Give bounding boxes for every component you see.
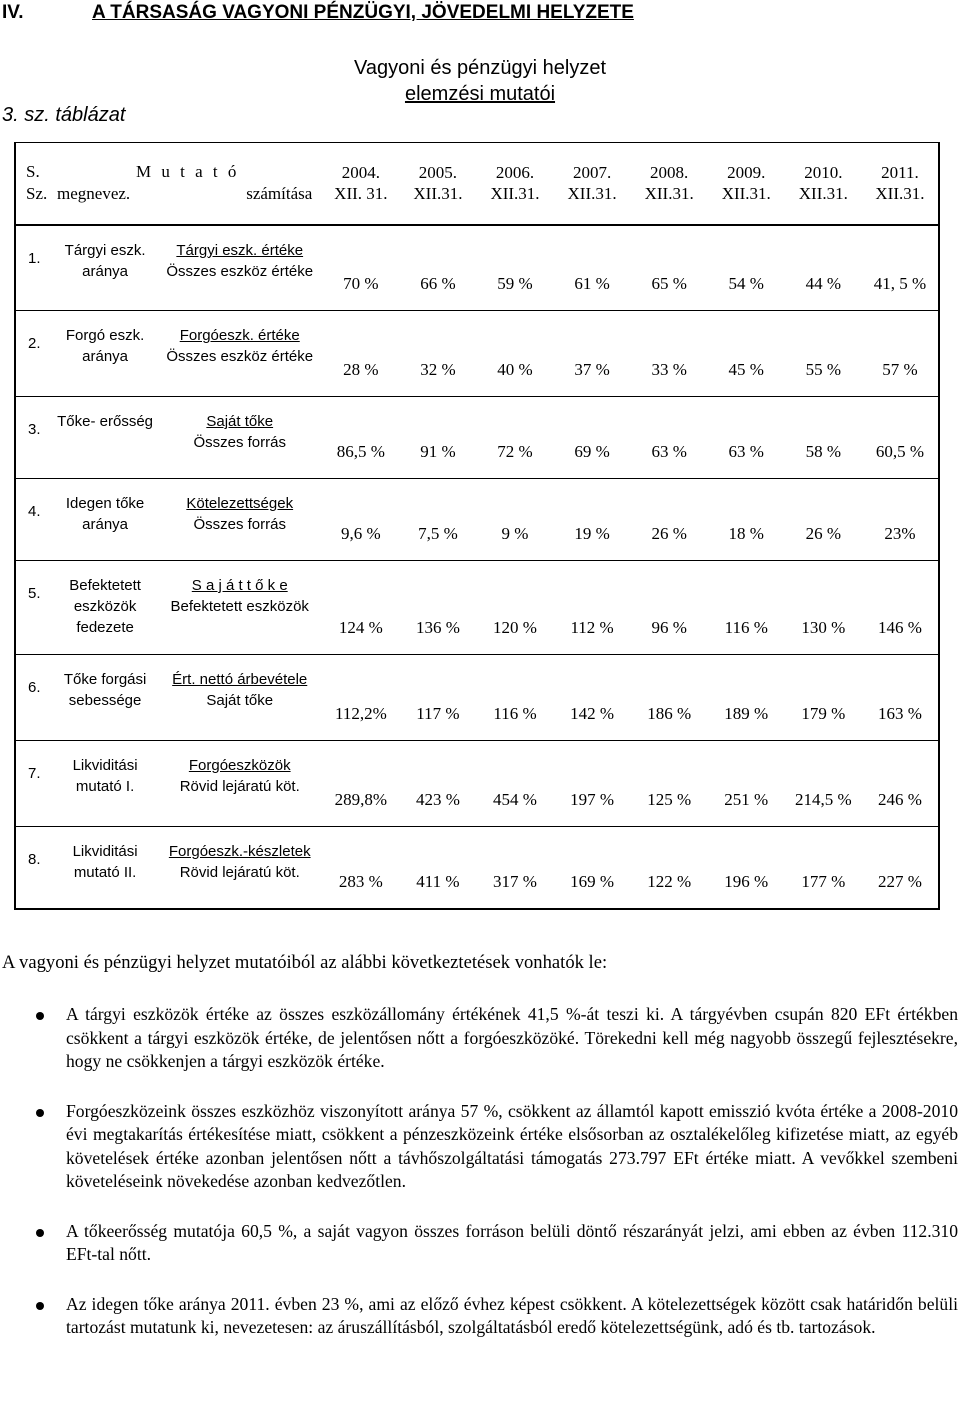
value-cell: 186 %: [631, 655, 708, 741]
header-year: 2011. XII.31.: [862, 143, 939, 225]
table-row: [15, 741, 939, 827]
value-cell: 125 %: [631, 741, 708, 827]
value-cell: 86,5 %: [322, 397, 399, 479]
value-cell: 197 %: [554, 741, 631, 827]
indicator-name: Tőke- erősség: [53, 397, 157, 479]
formula-numerator: Tárgyi eszk. értéke: [176, 241, 304, 259]
conclusion-item: [0, 1220, 960, 1267]
value-cell: 57 %: [862, 311, 939, 397]
value-cell: 58 %: [785, 397, 862, 479]
row-number: 6.: [15, 655, 53, 741]
value-cell: 26 %: [785, 479, 862, 561]
value-cell: 117 %: [399, 655, 476, 741]
value-cell: 130 %: [785, 561, 862, 655]
value-cell: 66 %: [399, 225, 476, 311]
indicator-name: Likviditási mutató I.: [53, 741, 157, 827]
value-cell: 69 %: [554, 397, 631, 479]
value-cell: 112 %: [554, 561, 631, 655]
formula-denominator: Összes forrás: [193, 516, 286, 533]
value-cell: 65 %: [631, 225, 708, 311]
value-cell: 96 %: [631, 561, 708, 655]
conclusion-text: A tárgyi eszközök értéke az összes eszközállomány értékének 41,5 %-át teszi ki. A tárgyévben csupán 820 EFt értékben csökkent a tárgyi eszközök értéke, de jelentősen nőtt a forgóeszközöké. Törekedni kell még nagyobb összegű fejlesztésekre, hogy ne csökkenjen a tárgyi eszközök értéke.: [66, 1004, 958, 1071]
table-body: [15, 225, 939, 909]
bullet-icon: [36, 1302, 44, 1310]
indicator-formula: [157, 827, 322, 909]
value-cell: 18 %: [708, 479, 785, 561]
value-cell: 189 %: [708, 655, 785, 741]
value-cell: 41, 5 %: [862, 225, 939, 311]
indicator-formula: [157, 397, 322, 479]
value-cell: 227 %: [877, 871, 922, 891]
bullet-icon: [36, 1012, 44, 1020]
header-mutato-label: M u t a t ó: [135, 162, 240, 182]
value-cell: 55 %: [785, 311, 862, 397]
header-year: 2006. XII.31.: [476, 143, 553, 225]
indicator-formula: [157, 479, 322, 561]
formula-numerator: Kötelezettségek: [186, 495, 294, 512]
header-year: 2009. XII.31.: [708, 143, 785, 225]
header-megnevez: megnevez.: [57, 184, 131, 204]
table-row: [15, 479, 939, 561]
value-cell: 70 %: [322, 225, 399, 311]
table-row: [15, 655, 939, 741]
row-number: 8.: [28, 851, 41, 868]
value-cell: 44 %: [785, 225, 862, 311]
conclusion-item: [0, 1293, 960, 1340]
indicator-name: Tárgyi eszk. aránya: [53, 225, 157, 311]
value-cell: 289,8%: [322, 741, 399, 827]
value-cell: 246 %: [862, 741, 939, 827]
indicator-formula: [157, 225, 322, 311]
conclusion-text: Az idegen tőke aránya 2011. évben 23 %, ami az előző évhez képest csökkent. A kötelezettségek között csak határidőn belüli tartozást mutatunk ki, nevezetesen: az áruszállításból, szolgáltatásból eredő kötelezettségünk, adó és tb. tartozások.: [66, 1293, 958, 1337]
value-cell: 163 %: [862, 655, 939, 741]
value-cell: 122 %: [647, 871, 692, 891]
value-cell: 177 %: [801, 871, 846, 891]
row-number: 3.: [15, 397, 53, 479]
value-cell: 23%: [862, 479, 939, 561]
section-number: IV.: [2, 2, 24, 23]
value-cell: 61 %: [554, 225, 631, 311]
conclusions-intro: A vagyoni és pénzügyi helyzet mutatóiból az alábbi következtetések vonhatók le:: [2, 952, 608, 973]
row-number: 7.: [15, 741, 53, 827]
value-cell: 120 %: [476, 561, 553, 655]
formula-denominator: Befektetett eszközök: [170, 598, 309, 615]
value-cell: 63 %: [631, 397, 708, 479]
table-row: [15, 225, 939, 311]
header-year: 2010. XII.31.: [785, 143, 862, 225]
value-cell: 40 %: [476, 311, 553, 397]
row-number: 5.: [15, 561, 53, 655]
value-cell: 169 %: [570, 871, 615, 891]
value-cell: 54 %: [708, 225, 785, 311]
formula-numerator: Forgóeszközök: [188, 757, 291, 774]
table-header: [15, 143, 939, 225]
formula-numerator: Forgóeszk.-készletek: [168, 843, 311, 860]
section-title: A TÁRSASÁG VAGYONI PÉNZÜGYI, JÖVEDELMI HELYZETE: [92, 2, 634, 23]
header-year: 2007. XII.31.: [554, 143, 631, 225]
indicator-name: Likviditási mutató II.: [72, 843, 138, 881]
value-cell: 116 %: [708, 561, 785, 655]
value-cell: 142 %: [554, 655, 631, 741]
value-cell: 7,5 %: [399, 479, 476, 561]
table-row: [15, 311, 939, 397]
value-cell: 317 %: [493, 871, 537, 891]
formula-denominator: Összes eszköz értéke: [166, 262, 314, 280]
value-cell: 214,5 %: [785, 741, 862, 827]
value-cell: 124 %: [322, 561, 399, 655]
formula-numerator: Ért. nettó árbevétele: [172, 671, 308, 688]
table-subtitle: elemzési mutatói: [404, 83, 556, 105]
formula-numerator: Forgóeszk. értéke: [179, 327, 300, 344]
conclusion-item: [0, 1003, 960, 1074]
conclusion-text: Forgóeszközeink összes eszközhöz viszonyított aránya 57 %, csökkent az államtól kapott emisszió kvóta értéke a 2008-2010 évi megtakarítás értékesítése miatt, csökkent a pénzeszközeink értéke elsősorban az osztalékelőleg kifizetése miatt, az egyéb követelések értéke azonban jelentősen nőtt a távhőszolgáltatási támogatás 273.797 EFt értéke miatt. A vevőkkel szembeni követeléseink növekedése azonban kedvezőtlen.: [66, 1100, 958, 1191]
conclusion-item: [0, 1100, 960, 1194]
formula-numerator: Saját tőke: [206, 413, 274, 430]
formula-denominator: Összes eszköz értéke: [166, 348, 314, 365]
table-title: Vagyoni és pénzügyi helyzet: [353, 57, 606, 79]
indicator-formula: [157, 655, 322, 741]
ratios-table: [14, 142, 940, 910]
value-cell: 45 %: [708, 311, 785, 397]
formula-numerator: S a j á t t ő k e: [191, 577, 288, 594]
value-cell: 283 %: [338, 871, 383, 891]
formula-denominator: Összes forrás: [193, 434, 286, 451]
row-number: 4.: [15, 479, 53, 561]
bullet-icon: [36, 1229, 44, 1237]
formula-denominator: Rövid lejáratú köt.: [179, 864, 300, 881]
value-cell: 116 %: [476, 655, 553, 741]
indicator-name: Idegen tőke aránya: [53, 479, 157, 561]
table-label: 3. sz. táblázat: [2, 104, 126, 126]
indicator-formula: [157, 311, 322, 397]
formula-denominator: Saját tőke: [206, 692, 274, 709]
header-szamitasa: számítása: [246, 184, 313, 204]
header-year: 2008. XII.31.: [631, 143, 708, 225]
value-cell: 33 %: [631, 311, 708, 397]
conclusions-list: [0, 1003, 960, 1366]
value-cell: 179 %: [785, 655, 862, 741]
value-cell: 26 %: [631, 479, 708, 561]
table-row: [15, 561, 939, 655]
value-cell: 59 %: [476, 225, 553, 311]
header-mutato: [53, 143, 322, 225]
value-cell: 411 %: [416, 871, 460, 891]
table-row: [15, 397, 939, 479]
value-cell: 136 %: [399, 561, 476, 655]
header-year: 2005. XII.31.: [399, 143, 476, 225]
row-number: 2.: [15, 311, 53, 397]
formula-denominator: Rövid lejáratú köt.: [179, 778, 300, 795]
bullet-icon: [36, 1109, 44, 1117]
value-cell: 37 %: [554, 311, 631, 397]
table-row: [15, 827, 939, 909]
value-cell: 32 %: [399, 311, 476, 397]
value-cell: 19 %: [554, 479, 631, 561]
value-cell: 91 %: [399, 397, 476, 479]
indicator-name: Befektetett eszközök fedezete: [53, 561, 157, 655]
value-cell: 146 %: [862, 561, 939, 655]
indicator-name: Forgó eszk. aránya: [53, 311, 157, 397]
value-cell: 112,2%: [322, 655, 399, 741]
value-cell: 196 %: [724, 871, 769, 891]
value-cell: 454 %: [476, 741, 553, 827]
header-year: 2004. XII. 31.: [322, 143, 399, 225]
indicator-formula: [157, 741, 322, 827]
value-cell: 72 %: [476, 397, 553, 479]
section-heading: [2, 2, 960, 28]
indicator-name: Tőke forgási sebessége: [53, 655, 157, 741]
value-cell: 423 %: [399, 741, 476, 827]
row-number: 1.: [15, 225, 53, 311]
indicator-formula: [157, 561, 322, 655]
conclusion-text: A tőkeerősség mutatója 60,5 %, a saját vagyon összes forráson belüli döntő részarányát jelzi, ami ebben az évben 112.310 EFt-tal nőtt.: [66, 1220, 958, 1264]
value-cell: 9 %: [476, 479, 553, 561]
value-cell: 28 %: [322, 311, 399, 397]
value-cell: 60,5 %: [862, 397, 939, 479]
header-no: S. Sz.: [15, 143, 53, 225]
value-cell: 251 %: [708, 741, 785, 827]
value-cell: 63 %: [708, 397, 785, 479]
value-cell: 9,6 %: [322, 479, 399, 561]
